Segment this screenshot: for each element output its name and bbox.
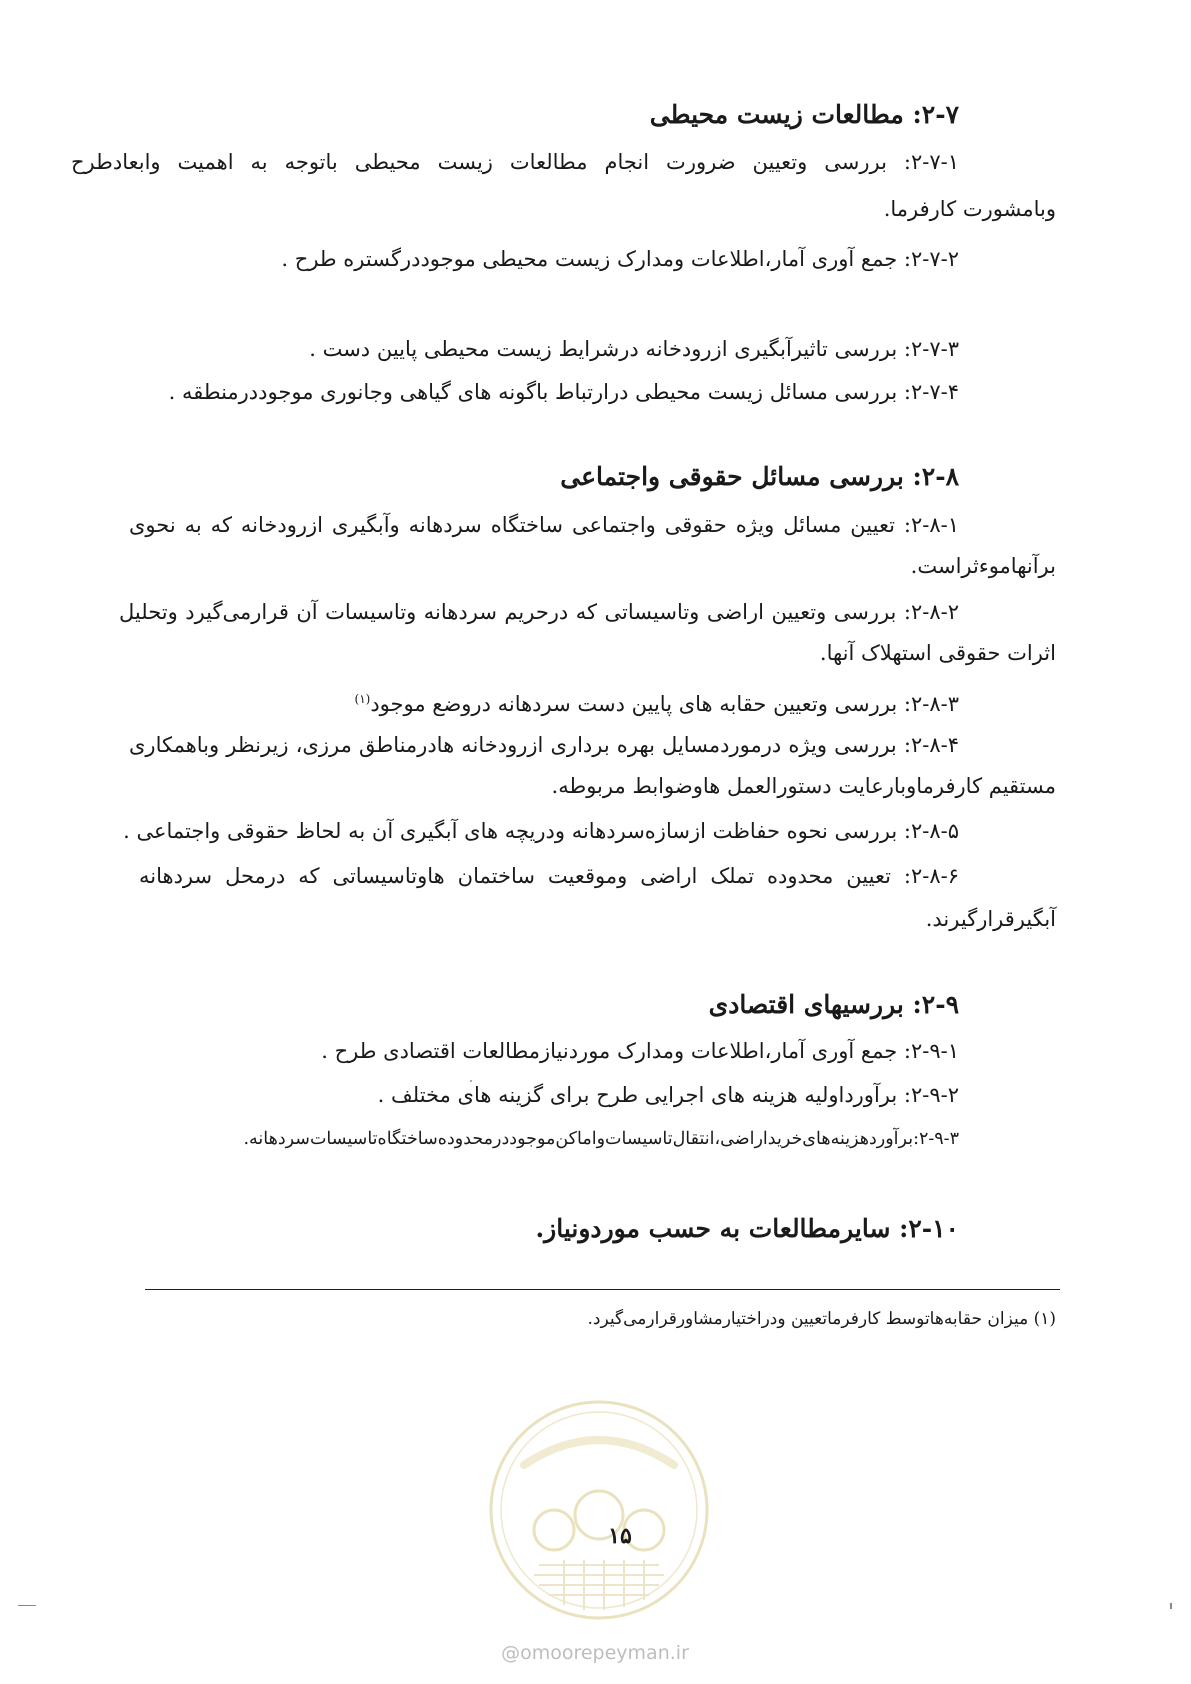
section-heading-other-studies: ۲-۱۰: سایرمطالعات به حسب موردونیاز. <box>535 1214 959 1243</box>
paragraph-2-8-3 <box>355 684 960 719</box>
paragraph-2-8-6-line1: ۲-۸-۶: تعیین محدوده تملک اراضی وموقعیت ساختمان هاوتاسیساتی که درمحل سردهانه <box>139 864 959 888</box>
paragraph-2-7-2: ۲-۷-۲: جمع آوری آمار،اطلاعات ومدارک زیست محیطی موجوددرگستره طرح . <box>281 247 959 271</box>
paragraph-2-7-3: ۲-۷-۳: بررسی تاثیرآبگیری ازرودخانه درشرایط زیست محیطی پایین دست . <box>309 337 959 361</box>
watermark-site-text: @omoorepeyman.ir <box>501 1642 689 1664</box>
paragraph-2-9-2: ۲-۹-۲: برآورداولیه هزینه های اجرایی طرح برای گزینه های مختلف . <box>377 1083 959 1107</box>
footnote-text: (۱) میزان حقابه‌هاتوسط کارفرماتعیین ودراختیارمشاورقرارمی‌گیرد. <box>587 1309 1056 1329</box>
paragraph-2-8-1-line1: ۲-۸-۱: تعیین مسائل ویژه حقوقی واجتماعی ساختگاه سردهانه وآبگیری ازرودخانه که به نحوی <box>129 513 959 537</box>
paragraph-2-8-4-line1: ۲-۸-۴: بررسی ویژه درموردمسایل بهره برداری ازرودخانه هادرمناطق مرزی، زیرنظر وباهمکاری <box>129 733 959 757</box>
margin-dot <box>1170 1603 1172 1609</box>
paragraph-2-8-5: ۲-۸-۵: بررسی نحوه حفاظت ازسازه‌سردهانه ودریچه های آبگیری آن به لحاظ حقوقی واجتماعی . <box>123 819 959 843</box>
paragraph-2-9-3: ۲-۹-۳:برآوردهزینه‌های‌خریداراضی،انتقال‌تاسیسات‌واماکن‌موجوددرمحدوده‌ساختگاه‌تاسیسات‌سردهانه. <box>243 1129 959 1149</box>
paragraph-2-8-1-line2: برآنهاموءثراست. <box>910 554 1056 578</box>
paragraph-2-8-4-line2: مستقیم کارفرماوبارعایت دستورالعمل هاوضوابط مربوطه. <box>551 774 1056 798</box>
margin-mark <box>18 1605 36 1606</box>
paragraph-2-8-6-line2: آبگیرقرارگیرند. <box>925 907 1056 931</box>
footnote-separator <box>145 1289 1060 1290</box>
paragraph-2-7-1-line2: وبامشورت کارفرما. <box>883 197 1056 221</box>
watermark-seal-icon <box>484 1395 714 1625</box>
paragraph-2-7-1-line1: ۲-۷-۱: بررسی وتعیین ضرورت انجام مطالعات زیست محیطی باتوجه به اهمیت وابعادطرح <box>71 150 959 174</box>
paragraph-2-9-1: ۲-۹-۱: جمع آوری آمار،اطلاعات ومدارک موردنیازمطالعات اقتصادی طرح . <box>321 1039 959 1063</box>
section-heading-environmental: ۲-۷: مطالعات زیست محیطی <box>649 100 959 129</box>
paragraph-2-8-3-text: ۲-۸-۳: بررسی وتعیین حقابه های پایین دست سردهانه دروضع موجود <box>370 692 959 716</box>
paragraph-2-7-4: ۲-۷-۴: بررسی مسائل زیست محیطی درارتباط باگونه های گیاهی وجانوری موجوددرمنطقه . <box>168 380 959 404</box>
paragraph-2-8-2-line2: اثرات حقوقی استهلاک آنها. <box>819 641 1056 665</box>
section-heading-legal-social: ۲-۸: بررسی مسائل حقوقی واجتماعی <box>560 462 959 491</box>
page-number: ۱۵ <box>608 1523 632 1549</box>
section-heading-economic: ۲-۹: بررسیهای اقتصادی <box>708 990 959 1019</box>
paragraph-2-8-2-line1: ۲-۸-۲: بررسی وتعیین اراضی وتاسیساتی که درحریم سردهانه وتاسیسات آن قرارمی‌گیرد وتحلیل <box>119 600 959 624</box>
footnote-reference: (۱) <box>354 692 371 706</box>
